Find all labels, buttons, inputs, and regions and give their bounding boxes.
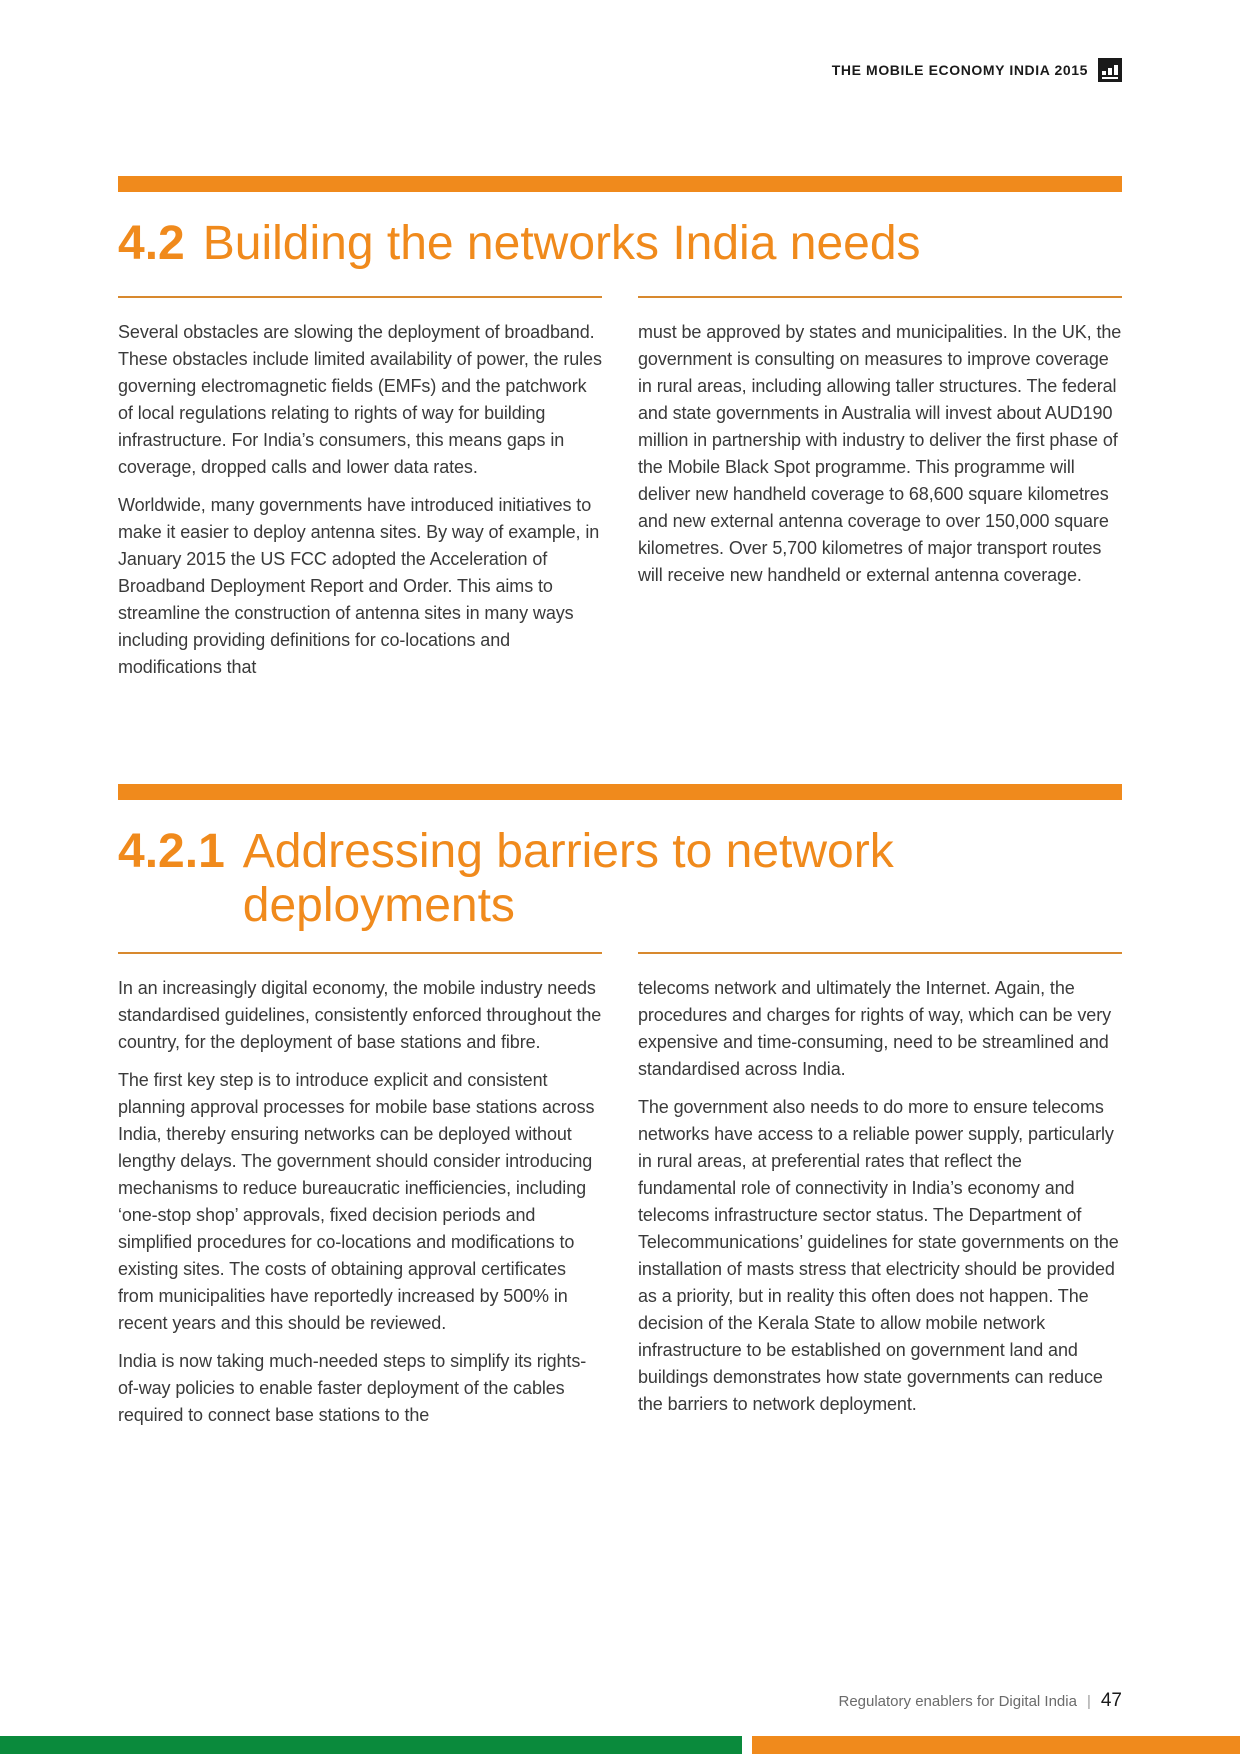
paragraph: The first key step is to introduce explicit and consistent planning approval processes for mobile base stations across India, thereby ensuring networks can be deployed without lengthy delays. The government should consider introducing mechanisms to reduce bureaucratic inefficiencies, including ‘one-stop shop’ approvals, fixed decision periods and simplified procedures for co-locations and modifications to existing sites. The costs of obtaining approval certificates from municipalities have reportedly increased by 500% in recent years and this should be reviewed. <box>118 1070 595 1333</box>
body-columns <box>118 975 1122 1440</box>
right-column <box>638 975 1122 1440</box>
page-number: 47 <box>1100 1690 1122 1711</box>
page-header <box>832 58 1122 82</box>
paragraph: telecoms network and ultimately the Internet. Again, the procedures and charges for rights of way, which can be very expensive and time-consuming, need to be streamlined and standardised across India. <box>638 978 1112 1079</box>
section-4-2 <box>118 176 1122 692</box>
paragraph: In an increasingly digital economy, the mobile industry needs standardised guidelines, consistently enforced throughout the country, for the deployment of base stations and fibre. <box>118 978 602 1052</box>
section-heading <box>118 217 1122 277</box>
heading-underline <box>118 952 1122 954</box>
left-column <box>118 975 602 1440</box>
page-footer <box>838 1690 1122 1712</box>
section-title-line: deployments <box>242 879 515 932</box>
section-divider-bar <box>118 784 1122 800</box>
paragraph: must be approved by states and municipalities. In the UK, the government is consulting on measures to improve coverage in rural areas, including allowing taller structures. The federal and state governments in Australia will invest about AUD190 million in partnership with industry to deliver the first phase of the Mobile Black Spot programme. This programme will deliver new handheld coverage to 68,600 square kilometres and new external antenna coverage to over 150,000 square kilometres. Over 5,700 kilometres of major transport routes will receive new handheld or external antenna coverage. <box>638 322 1122 585</box>
section-title: Building the networks India needs <box>202 217 921 270</box>
paragraph: India is now taking much-needed steps to simplify its rights-of-way policies to enable faster deployment of the cables required to connect base stations to the <box>118 1351 587 1425</box>
section-divider-bar <box>118 176 1122 192</box>
gsma-logo-icon <box>1098 58 1122 82</box>
footer-green-bar <box>0 1736 742 1754</box>
body-columns <box>118 319 1122 692</box>
section-number: 4.2 <box>118 217 185 270</box>
left-column <box>118 319 602 692</box>
section-title <box>243 825 894 933</box>
section-heading <box>118 825 1122 933</box>
footer-separator: | <box>1086 1692 1091 1710</box>
section-4-2-1 <box>118 784 1122 1440</box>
paragraph: Several obstacles are slowing the deployment of broadband. These obstacles include limited availability of power, the rules governing electromagnetic fields (EMFs) and the patchwork of local regulations relating to rights of way for building infrastructure. For India’s consumers, this means gaps in coverage, dropped calls and lower data rates. <box>118 322 602 477</box>
section-number: 4.2.1 <box>118 825 225 878</box>
footer-orange-bar <box>752 1736 1240 1754</box>
paragraph: The government also needs to do more to ensure telecoms networks have access to a reliable power supply, particularly in rural areas, at preferential rates that reflect the fundamental role of connectivity in India’s economy and telecoms infrastructure sector status. The Department of Telecommunications’ guidelines for state governments on the installation of masts stress that electricity should be provided as a priority, but in reality this often does not happen. The decision of the Kerala State to allow mobile network infrastructure to be established on government land and buildings demonstrates how state governments can reduce the barriers to network deployment. <box>638 1097 1119 1414</box>
right-column <box>638 319 1122 692</box>
paragraph: Worldwide, many governments have introduced initiatives to make it easier to deploy antenna sites. By way of example, in January 2015 the US FCC adopted the Acceleration of Broadband Deployment Report and Order. This aims to streamline the construction of antenna sites in many ways including providing definitions for co-locations and modifications that <box>118 495 600 677</box>
heading-underline <box>118 296 1122 298</box>
section-title-line: Addressing barriers to network <box>242 825 894 878</box>
footer-section-label: Regulatory enablers for Digital India <box>838 1692 1077 1710</box>
publication-title: THE MOBILE ECONOMY INDIA 2015 <box>831 62 1088 78</box>
